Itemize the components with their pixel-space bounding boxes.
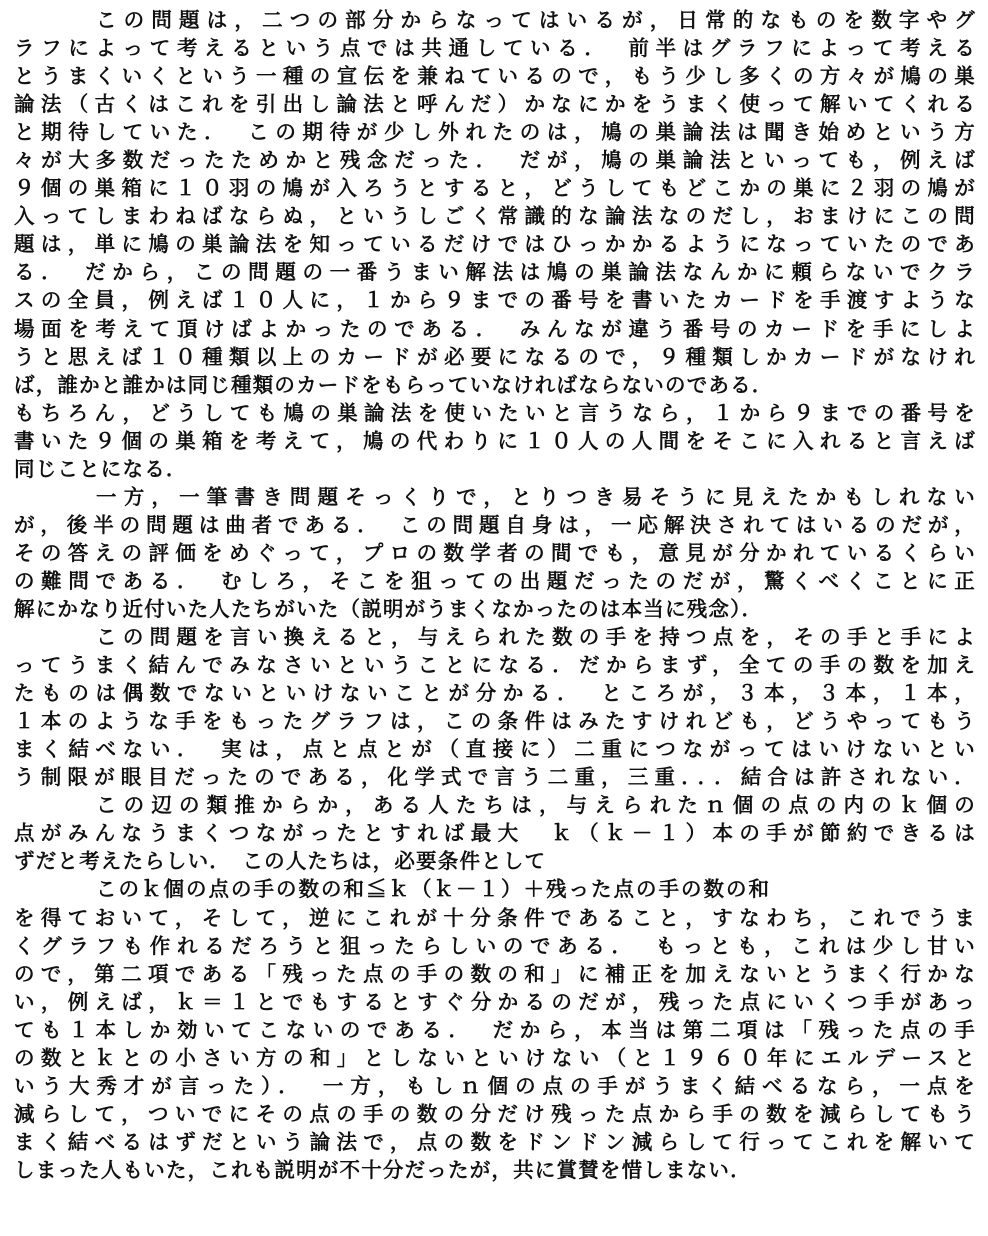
- text-line-29: この辺の類推からか，ある人たちは，与えられたｎ個の点の内のｋ個の: [96, 793, 976, 818]
- text-line-7: ９個の巣箱に１０羽の鳩が入ろうとすると，どうしてもどこかの巣に２羽の鳩が: [14, 176, 976, 201]
- text-line-37: ても１本しか効いてこないのである． だから，本当は第二項は「残った点の手: [14, 1017, 976, 1042]
- document-page: [14, 6, 976, 1184]
- text-line-21: の難問である． むしろ，そこを狙っての出題だったのだが，驚くべくことに正: [14, 568, 976, 593]
- text-line-25: たものは偶数でないといけないことが分かる． ところが，３本，３本，１本，: [14, 681, 976, 706]
- text-line-6: 々が大多数だったためかと残念だった． だが，鳩の巣論法といっても，例えば: [14, 148, 976, 173]
- text-line-11: スの全員，例えば１０人に，１から９までの番号を書いたカードを手渡すような: [14, 288, 976, 313]
- text-line-19: が，後半の問題は曲者である． この問題自身は，一応解決されてはいるのだが，: [14, 512, 976, 537]
- text-line-2: ラフによって考えるという点では共通している． 前半はグラフによって考える: [14, 36, 976, 61]
- text-line-36: い，例えば，ｋ＝１とでもするとすぐ分かるのだが，残った点にいくつ手があっ: [14, 989, 976, 1014]
- text-line-8: 入ってしまわねばならぬ，というしごく常識的な論法なのだし，おまけにこの問: [14, 204, 976, 229]
- text-line-10: る． だから，この問題の一番うまい解法は鳩の巣論法なんかに頼らないでクラ: [14, 260, 976, 285]
- text-line-17: 同じことになる．: [14, 456, 188, 481]
- text-line-14: ば，誰かと誰かは同じ種類のカードをもらっていなければならないのである．: [14, 372, 774, 397]
- text-line-34: くグラフも作れるだろうと狙ったらしいのである． もっとも，これは少し甘い: [14, 933, 976, 958]
- text-line-40: 減らして，ついでにその点の手の数の分だけ残った点から手の数を減らしてもう: [14, 1101, 976, 1126]
- text-line-31: ずだと考えたらしい． この人たちは，必要条件として: [14, 849, 547, 874]
- text-line-30: 点がみんなうまくつながったとすれば最大 ｋ（ｋ－１）本の手が節約できるは: [14, 821, 976, 846]
- text-line-39: いう大秀才が言った）． 一方，もしｎ個の点の手がうまく結べるなら，一点を: [14, 1073, 976, 1098]
- text-line-28: う制限が眼目だったのである，化学式で言う二重，三重．．．結合は許されない．: [14, 765, 976, 790]
- text-line-35: ので，第二項である「残った点の手の数の和」に補正を加えないとうまく行かな: [14, 961, 976, 986]
- text-line-12: 場面を考えて頂けばよかったのである． みんなが違う番号のカードを手にしよ: [14, 316, 976, 341]
- formula-line: このｋ個の点の手の数の和≦ｋ（ｋ－１）＋残った点の手の数の和: [96, 877, 771, 902]
- text-line-1: この問題は，二つの部分からなってはいるが，日常的なものを数字やグ: [96, 8, 976, 32]
- text-line-42: しまった人もいた，これも説明が不十分だったが，共に賞賛を惜しまない．: [14, 1157, 752, 1182]
- text-line-22: 解にかなり近付いた人たちがいた（説明がうまくなかったのは本当に残念）．: [14, 596, 764, 621]
- text-line-5: と期待していた． この期待が少し外れたのは，鳩の巣論法は聞き始めという方: [14, 120, 976, 145]
- text-line-13: うと思えば１０種類以上のカードが必要になるので，９種類しかカードがなけれ: [14, 344, 976, 369]
- text-line-27: まく結べない． 実は，点と点とが（直接に）二重につながってはいけないとい: [14, 737, 976, 762]
- text-line-4: 論法（古くはこれを引出し論法と呼んだ）かなにかをうまく使って解いてくれる: [14, 92, 976, 117]
- text-line-41: まく結べるはずだという論法で，点の数をドンドン減らして行ってこれを解いて: [14, 1129, 976, 1154]
- text-line-3: とうまくいくという一種の宣伝を兼ねているので，もう少し多くの方々が鳩の巣: [14, 64, 976, 89]
- text-line-16: 書いた９個の巣箱を考えて，鳩の代わりに１０人の人間をそこに入れると言えば: [14, 428, 976, 453]
- text-line-23: この問題を言い換えると，与えられた数の手を持つ点を，その手と手によ: [96, 625, 976, 650]
- text-line-18: 一方，一筆書き問題そっくりで，とりつき易そうに見えたかもしれない: [96, 484, 976, 509]
- text-line-9: 題は，単に鳩の巣論法を知っているだけではひっかかるようになっていたのであ: [14, 232, 976, 257]
- text-line-20: その答えの評価をめぐって，プロの数学者の間でも，意見が分かれているくらい: [14, 540, 976, 565]
- text-line-38: の数とｋとの小さい方の和」としないといけない（と１９６０年にエルデースと: [14, 1045, 976, 1070]
- text-line-24: ってうまく結んでみなさいということになる．だからまず，全ての手の数を加え: [14, 653, 976, 678]
- text-line-15: もちろん，どうしても鳩の巣論法を使いたいと言うなら，１から９までの番号を: [14, 400, 976, 425]
- text-line-33: を得ておいて，そして，逆にこれが十分条件であること，すなわち，これでうま: [14, 905, 976, 930]
- text-line-26: １本のような手をもったグラフは，この条件はみたすけれども，どうやってもう: [14, 709, 976, 734]
